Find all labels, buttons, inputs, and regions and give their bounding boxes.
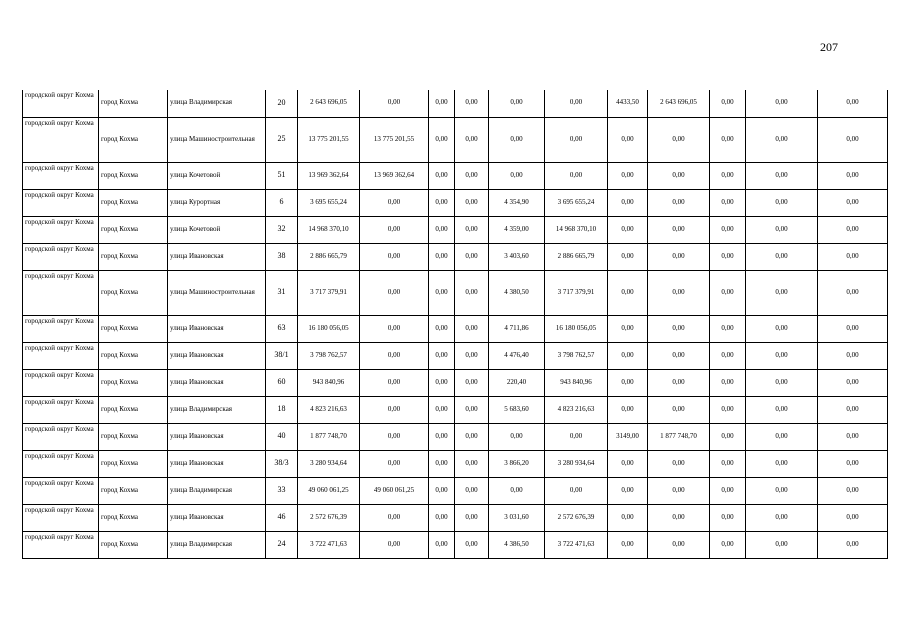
cell-c6: 16 180 056,05 [545, 315, 608, 342]
cell-c5: 0,00 [489, 477, 545, 504]
cell-c10: 0,00 [746, 396, 818, 423]
cell-street: улица Ивановская [168, 504, 266, 531]
cell-c1: 16 180 056,05 [298, 315, 360, 342]
table-row [23, 90, 888, 117]
table-row [23, 477, 888, 504]
cell-c1: 3 722 471,63 [298, 531, 360, 558]
cell-house: 46 [266, 504, 298, 531]
cell-c8: 0,00 [648, 531, 710, 558]
cell-c3: 0,00 [429, 243, 455, 270]
cell-c7: 0,00 [608, 315, 648, 342]
cell-c10: 0,00 [746, 369, 818, 396]
cell-c4: 0,00 [455, 423, 489, 450]
cell-house: 6 [266, 189, 298, 216]
cell-c3: 0,00 [429, 450, 455, 477]
cell-c7: 0,00 [608, 216, 648, 243]
cell-c9: 0,00 [710, 531, 746, 558]
cell-c9: 0,00 [710, 243, 746, 270]
cell-c11: 0,00 [818, 162, 888, 189]
cell-district: городской округ Кохма [23, 189, 99, 216]
cell-c6: 3 717 379,91 [545, 270, 608, 315]
cell-c4: 0,00 [455, 270, 489, 315]
cell-house: 25 [266, 117, 298, 162]
cell-city: город Кохма [99, 117, 168, 162]
cell-c9: 0,00 [710, 450, 746, 477]
cell-c3: 0,00 [429, 531, 455, 558]
cell-c1: 3 798 762,57 [298, 342, 360, 369]
cell-c8: 0,00 [648, 369, 710, 396]
cell-street: улица Ивановская [168, 342, 266, 369]
cell-c8: 0,00 [648, 117, 710, 162]
table-row [23, 369, 888, 396]
cell-city: город Кохма [99, 90, 168, 117]
cell-c2: 49 060 061,25 [360, 477, 429, 504]
table-row [23, 216, 888, 243]
cell-c1: 2 572 676,39 [298, 504, 360, 531]
cell-c10: 0,00 [746, 243, 818, 270]
cell-c7: 0,00 [608, 342, 648, 369]
cell-c7: 0,00 [608, 477, 648, 504]
cell-c2: 0,00 [360, 189, 429, 216]
cell-c2: 13 969 362,64 [360, 162, 429, 189]
cell-street: улица Ивановская [168, 243, 266, 270]
cell-street: улица Кочетовой [168, 162, 266, 189]
cell-city: город Кохма [99, 477, 168, 504]
cell-c2: 0,00 [360, 450, 429, 477]
cell-c3: 0,00 [429, 423, 455, 450]
cell-c10: 0,00 [746, 270, 818, 315]
cell-house: 24 [266, 531, 298, 558]
table-row [23, 423, 888, 450]
cell-city: город Кохма [99, 450, 168, 477]
cell-street: улица Машиностроительная [168, 117, 266, 162]
cell-city: город Кохма [99, 504, 168, 531]
cell-c10: 0,00 [746, 90, 818, 117]
cell-c10: 0,00 [746, 117, 818, 162]
table-row [23, 342, 888, 369]
cell-c5: 4 476,40 [489, 342, 545, 369]
cell-c9: 0,00 [710, 369, 746, 396]
cell-house: 60 [266, 369, 298, 396]
cell-c3: 0,00 [429, 315, 455, 342]
cell-c2: 0,00 [360, 504, 429, 531]
table-row [23, 504, 888, 531]
cell-c8: 0,00 [648, 342, 710, 369]
cell-c10: 0,00 [746, 189, 818, 216]
cell-city: город Кохма [99, 342, 168, 369]
cell-c5: 0,00 [489, 423, 545, 450]
cell-district: городской округ Кохма [23, 216, 99, 243]
cell-c7: 0,00 [608, 162, 648, 189]
cell-c9: 0,00 [710, 315, 746, 342]
cell-house: 51 [266, 162, 298, 189]
page-number: 207 [820, 40, 838, 54]
cell-c2: 0,00 [360, 270, 429, 315]
cell-c9: 0,00 [710, 270, 746, 315]
cell-c7: 0,00 [608, 369, 648, 396]
cell-c10: 0,00 [746, 216, 818, 243]
cell-c1: 943 840,96 [298, 369, 360, 396]
cell-street: улица Владимирская [168, 396, 266, 423]
cell-c5: 0,00 [489, 90, 545, 117]
cell-c1: 3 280 934,64 [298, 450, 360, 477]
cell-c9: 0,00 [710, 342, 746, 369]
cell-c6: 14 968 370,10 [545, 216, 608, 243]
cell-c1: 49 060 061,25 [298, 477, 360, 504]
cell-c6: 3 695 655,24 [545, 189, 608, 216]
cell-street: улица Ивановская [168, 315, 266, 342]
cell-c9: 0,00 [710, 117, 746, 162]
cell-city: город Кохма [99, 270, 168, 315]
cell-c4: 0,00 [455, 504, 489, 531]
cell-c6: 3 798 762,57 [545, 342, 608, 369]
cell-c11: 0,00 [818, 270, 888, 315]
cell-c1: 4 823 216,63 [298, 396, 360, 423]
cell-c9: 0,00 [710, 423, 746, 450]
cell-street: улица Владимирская [168, 531, 266, 558]
cell-c6: 2 886 665,79 [545, 243, 608, 270]
cell-c8: 0,00 [648, 270, 710, 315]
cell-c4: 0,00 [455, 315, 489, 342]
cell-c2: 0,00 [360, 342, 429, 369]
cell-c1: 1 877 748,70 [298, 423, 360, 450]
cell-c4: 0,00 [455, 369, 489, 396]
cell-c4: 0,00 [455, 531, 489, 558]
cell-c9: 0,00 [710, 90, 746, 117]
cell-c4: 0,00 [455, 450, 489, 477]
cell-c7: 0,00 [608, 531, 648, 558]
table-row [23, 531, 888, 558]
cell-house: 63 [266, 315, 298, 342]
cell-house: 32 [266, 216, 298, 243]
cell-street: улица Владимирская [168, 477, 266, 504]
cell-c2: 0,00 [360, 216, 429, 243]
cell-c7: 4433,50 [608, 90, 648, 117]
cell-c5: 4 380,50 [489, 270, 545, 315]
cell-c3: 0,00 [429, 396, 455, 423]
cell-c9: 0,00 [710, 504, 746, 531]
cell-c11: 0,00 [818, 243, 888, 270]
cell-c11: 0,00 [818, 423, 888, 450]
cell-c2: 13 775 201,55 [360, 117, 429, 162]
cell-c9: 0,00 [710, 189, 746, 216]
table-body [23, 90, 888, 558]
cell-c9: 0,00 [710, 216, 746, 243]
cell-city: город Кохма [99, 189, 168, 216]
cell-c1: 3 695 655,24 [298, 189, 360, 216]
cell-c2: 0,00 [360, 90, 429, 117]
address-registry-table [22, 90, 888, 559]
cell-c4: 0,00 [455, 162, 489, 189]
cell-city: город Кохма [99, 396, 168, 423]
cell-c7: 0,00 [608, 504, 648, 531]
cell-c8: 2 643 696,05 [648, 90, 710, 117]
cell-c11: 0,00 [818, 189, 888, 216]
cell-c8: 0,00 [648, 477, 710, 504]
cell-c5: 3 031,60 [489, 504, 545, 531]
cell-street: улица Ивановская [168, 450, 266, 477]
cell-c10: 0,00 [746, 162, 818, 189]
cell-c3: 0,00 [429, 270, 455, 315]
cell-c8: 0,00 [648, 216, 710, 243]
cell-city: город Кохма [99, 315, 168, 342]
cell-c9: 0,00 [710, 162, 746, 189]
cell-c5: 0,00 [489, 162, 545, 189]
cell-c6: 3 280 934,64 [545, 450, 608, 477]
table-row [23, 396, 888, 423]
cell-c6: 4 823 216,63 [545, 396, 608, 423]
cell-c5: 4 354,90 [489, 189, 545, 216]
cell-c2: 0,00 [360, 315, 429, 342]
cell-c10: 0,00 [746, 531, 818, 558]
cell-c7: 0,00 [608, 117, 648, 162]
cell-house: 38/1 [266, 342, 298, 369]
cell-c6: 0,00 [545, 117, 608, 162]
cell-c6: 0,00 [545, 477, 608, 504]
cell-c7: 0,00 [608, 189, 648, 216]
cell-house: 20 [266, 90, 298, 117]
cell-house: 38 [266, 243, 298, 270]
cell-street: улица Машиностроительная [168, 270, 266, 315]
cell-c3: 0,00 [429, 477, 455, 504]
cell-c2: 0,00 [360, 531, 429, 558]
cell-district: городской округ Кохма [23, 396, 99, 423]
table-row [23, 315, 888, 342]
cell-c4: 0,00 [455, 243, 489, 270]
cell-house: 38/3 [266, 450, 298, 477]
cell-c6: 3 722 471,63 [545, 531, 608, 558]
cell-c5: 4 711,86 [489, 315, 545, 342]
cell-district: городской округ Кохма [23, 477, 99, 504]
cell-c3: 0,00 [429, 90, 455, 117]
cell-c11: 0,00 [818, 117, 888, 162]
cell-c8: 0,00 [648, 396, 710, 423]
cell-c8: 0,00 [648, 162, 710, 189]
table-row [23, 243, 888, 270]
cell-c5: 220,40 [489, 369, 545, 396]
cell-district: городской округ Кохма [23, 531, 99, 558]
cell-c7: 0,00 [608, 270, 648, 315]
cell-c2: 0,00 [360, 396, 429, 423]
cell-c4: 0,00 [455, 189, 489, 216]
cell-c6: 0,00 [545, 423, 608, 450]
cell-district: городской округ Кохма [23, 369, 99, 396]
cell-c1: 2 886 665,79 [298, 243, 360, 270]
cell-district: городской округ Кохма [23, 90, 99, 117]
cell-c10: 0,00 [746, 423, 818, 450]
cell-city: город Кохма [99, 369, 168, 396]
cell-c11: 0,00 [818, 396, 888, 423]
cell-c4: 0,00 [455, 396, 489, 423]
cell-street: улица Курортная [168, 189, 266, 216]
cell-c11: 0,00 [818, 315, 888, 342]
cell-c3: 0,00 [429, 189, 455, 216]
cell-c4: 0,00 [455, 477, 489, 504]
cell-district: городской округ Кохма [23, 117, 99, 162]
cell-c10: 0,00 [746, 315, 818, 342]
cell-c7: 0,00 [608, 396, 648, 423]
cell-district: городской округ Кохма [23, 315, 99, 342]
cell-c5: 5 683,60 [489, 396, 545, 423]
cell-c11: 0,00 [818, 342, 888, 369]
cell-c6: 2 572 676,39 [545, 504, 608, 531]
cell-c10: 0,00 [746, 504, 818, 531]
cell-house: 18 [266, 396, 298, 423]
cell-city: город Кохма [99, 243, 168, 270]
cell-c8: 0,00 [648, 450, 710, 477]
cell-district: городской округ Кохма [23, 342, 99, 369]
cell-c9: 0,00 [710, 477, 746, 504]
cell-house: 31 [266, 270, 298, 315]
cell-c5: 3 403,60 [489, 243, 545, 270]
table-row [23, 270, 888, 315]
table-row [23, 162, 888, 189]
cell-district: городской округ Кохма [23, 162, 99, 189]
cell-c1: 2 643 696,05 [298, 90, 360, 117]
cell-c1: 3 717 379,91 [298, 270, 360, 315]
cell-c4: 0,00 [455, 117, 489, 162]
cell-c7: 3149,00 [608, 423, 648, 450]
cell-c2: 0,00 [360, 243, 429, 270]
cell-c2: 0,00 [360, 423, 429, 450]
cell-street: улица Кочетовой [168, 216, 266, 243]
cell-c3: 0,00 [429, 216, 455, 243]
cell-c11: 0,00 [818, 477, 888, 504]
cell-c5: 4 386,50 [489, 531, 545, 558]
cell-district: городской округ Кохма [23, 423, 99, 450]
cell-city: город Кохма [99, 531, 168, 558]
cell-city: город Кохма [99, 216, 168, 243]
cell-house: 40 [266, 423, 298, 450]
cell-c11: 0,00 [818, 216, 888, 243]
cell-city: город Кохма [99, 162, 168, 189]
table-row [23, 117, 888, 162]
cell-c11: 0,00 [818, 504, 888, 531]
cell-c11: 0,00 [818, 531, 888, 558]
cell-c7: 0,00 [608, 450, 648, 477]
cell-c4: 0,00 [455, 90, 489, 117]
cell-c7: 0,00 [608, 243, 648, 270]
cell-c1: 14 968 370,10 [298, 216, 360, 243]
cell-c2: 0,00 [360, 369, 429, 396]
cell-house: 33 [266, 477, 298, 504]
cell-c6: 0,00 [545, 90, 608, 117]
cell-c10: 0,00 [746, 342, 818, 369]
cell-street: улица Владимирская [168, 90, 266, 117]
cell-district: городской округ Кохма [23, 270, 99, 315]
cell-c11: 0,00 [818, 369, 888, 396]
cell-district: городской округ Кохма [23, 243, 99, 270]
cell-c5: 0,00 [489, 117, 545, 162]
cell-c4: 0,00 [455, 216, 489, 243]
cell-district: городской округ Кохма [23, 450, 99, 477]
table-row [23, 450, 888, 477]
cell-c8: 0,00 [648, 189, 710, 216]
cell-c8: 0,00 [648, 315, 710, 342]
cell-c10: 0,00 [746, 450, 818, 477]
cell-c3: 0,00 [429, 342, 455, 369]
cell-c8: 0,00 [648, 243, 710, 270]
cell-c6: 0,00 [545, 162, 608, 189]
cell-c8: 1 877 748,70 [648, 423, 710, 450]
cell-c11: 0,00 [818, 90, 888, 117]
cell-c8: 0,00 [648, 504, 710, 531]
cell-c1: 13 775 201,55 [298, 117, 360, 162]
cell-c4: 0,00 [455, 342, 489, 369]
cell-street: улица Ивановская [168, 423, 266, 450]
cell-c1: 13 969 362,64 [298, 162, 360, 189]
cell-c3: 0,00 [429, 504, 455, 531]
cell-c3: 0,00 [429, 162, 455, 189]
table-row [23, 189, 888, 216]
cell-city: город Кохма [99, 423, 168, 450]
cell-c11: 0,00 [818, 450, 888, 477]
cell-district: городской округ Кохма [23, 504, 99, 531]
cell-c9: 0,00 [710, 396, 746, 423]
cell-c10: 0,00 [746, 477, 818, 504]
cell-c3: 0,00 [429, 117, 455, 162]
cell-c5: 3 866,20 [489, 450, 545, 477]
cell-c3: 0,00 [429, 369, 455, 396]
cell-c6: 943 840,96 [545, 369, 608, 396]
cell-street: улица Ивановская [168, 369, 266, 396]
cell-c5: 4 359,00 [489, 216, 545, 243]
